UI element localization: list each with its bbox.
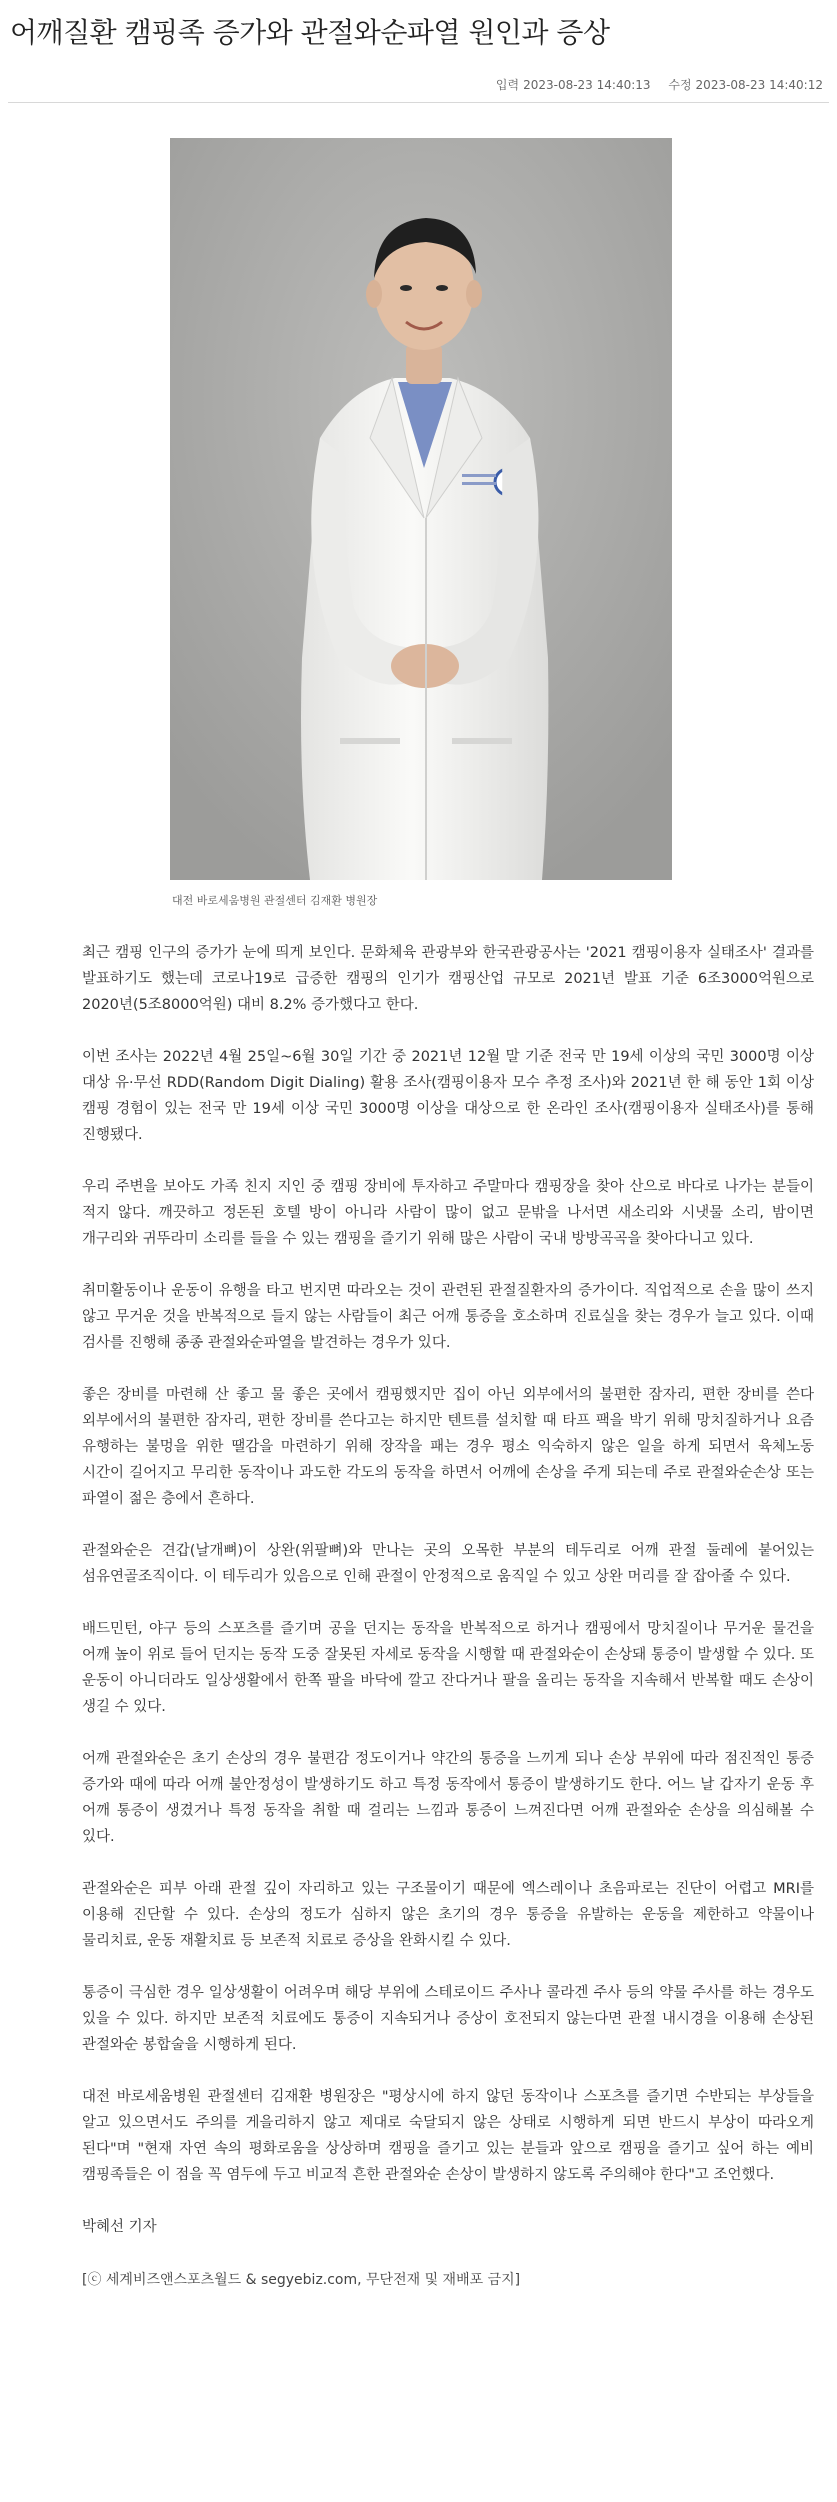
article-paragraph: 관절와순은 피부 아래 관절 깊이 자리하고 있는 구조물이기 때문에 엑스레이나 초음파로는 진단이 어렵고 MRI를 이용해 진단할 수 있다. 손상의 정도가 심하지 않은 초기의 경우 통증을 유발하는 운동을 제한하고 약물이나 물리치료, 운동 재활치료 등 보존적 치료로 증상을 완화시킬 수 있다. <box>82 1881 814 1949</box>
header-divider <box>8 102 829 103</box>
article-paragraph: 좋은 장비를 마련해 산 좋고 물 좋은 곳에서 캠핑했지만 집이 아닌 외부에서의 불편한 잠자리, 편한 장비를 쓴다 외부에서의 불편한 잠자리, 편한 장비를 쓴다고는 하지만 텐트를 설치할 때 타프 팩을 박기 위해 망치질하거나 요즘 유행하는 불멍을 위한 땔감을 마련하기 위해 장작을 패는 경우 평소 익숙하지 않은 일을 하게 되면서 육체노동 시간이 길어지고 무리한 동작이나 과도한 각도의 동작을 하면서 어깨에 손상을 주게 되는데 주로 관절와순손상 또는 파열이 젊은 층에서 흔하다. <box>82 1387 814 1507</box>
article-photo <box>170 138 672 880</box>
article-paragraph: 관절와순은 견갑(날개뼈)이 상완(위팔뼈)와 만나는 곳의 오목한 부분의 테두리로 어깨 관절 둘레에 붙어있는 섬유연골조직이다. 이 테두리가 있음으로 인해 관절이 안정적으로 움직일 수 있고 상완 머리를 잘 잡아줄 수 있다. <box>82 1543 814 1585</box>
article-paragraph: 어깨 관절와순은 초기 손상의 경우 불편감 정도이거나 약간의 통증을 느끼게 되나 손상 부위에 따라 점진적인 통증 증가와 때에 따라 어깨 불안정성이 발생하기도 하고 특정 동작에서 통증이 발생하기도 한다. 어느 날 갑자기 운동 후 어깨 통증이 생겼거나 특정 동작을 취할 때 걸리는 느낌과 통증이 느껴진다면 어깨 관절와순 손상을 의심해볼 수 있다. <box>82 1751 814 1845</box>
article-paragraph: 우리 주변을 보아도 가족 친지 지인 중 캠핑 장비에 투자하고 주말마다 캠핑장을 찾아 산으로 바다로 나가는 분들이 적지 않다. 깨끗하고 정돈된 호텔 방이 아니라 사람이 많이 없고 문밖을 나서면 새소리와 시냇물 소리, 밤이면 개구리와 귀뚜라미 소리를 들을 수 있는 캠핑을 즐기기 위해 많은 사람이 국내 방방곡곡을 찾아다니고 있다. <box>82 1179 814 1247</box>
article-paragraph: 취미활동이나 운동이 유행을 타고 번지면 따라오는 것이 관련된 관절질환자의 증가이다. 직업적으로 손을 많이 쓰지 않고 무거운 것을 반복적으로 들지 않는 사람들이 최근 어깨 통증을 호소하며 진료실을 찾는 경우가 늘고 있다. 이때 검사를 진행해 종종 관절와순파열을 발견하는 경우가 있다. <box>82 1283 814 1351</box>
copyright-notice: [ⓒ 세계비즈앤스포츠월드 & segyebiz.com, 무단전재 및 재배포 금지] <box>82 2272 521 2288</box>
modified-date: 2023-08-23 14:40:12 <box>695 78 823 92</box>
modified-label: 수정 <box>668 78 692 92</box>
published-date: 2023-08-23 14:40:13 <box>523 78 651 92</box>
article-paragraph: 배드민턴, 야구 등의 스포츠를 즐기며 공을 던지는 동작을 반복적으로 하거나 캠핑에서 망치질이나 무거운 물건을 어깨 높이 위로 들어 던지는 동작 도중 잘못된 자세로 동작을 시행할 때 관절와순이 손상돼 통증이 발생할 수 있다. 또 운동이 아니더라도 일상생활에서 한쪽 팔을 바닥에 깔고 잔다거나 팔을 올리는 동작을 지속해서 반복할 때도 손상이 생길 수 있다. <box>82 1621 814 1715</box>
article-paragraph: 대전 바로세움병원 관절센터 김재환 병원장은 "평상시에 하지 않던 동작이나 스포츠를 즐기면 수반되는 부상들을 알고 있으면서도 주의를 게을리하지 않고 제대로 숙달되지 않은 상태로 시행하게 되면 반드시 부상이 따라오게 된다"며 "현재 자연 속의 평화로움을 상상하며 캠핑을 즐기고 있는 분들과 앞으로 캠핑을 즐기고 싶어 하는 예비 캠핑족들은 이 점을 꼭 염두에 두고 비교적 흔한 관절와순 손상이 발생하지 않도록 주의해야 한다"고 조언했다. <box>82 2089 814 2183</box>
article-paragraph: 이번 조사는 2022년 4월 25일~6월 30일 기간 중 2021년 12월 말 기준 전국 만 19세 이상의 국민 3000명 이상 대상 유·무선 RDD(Random Digit Dialing) 활용 조사(캠핑이용자 모수 추정 조사)와 2021년 한 해 동안 1회 이상 캠핑 경험이 있는 전국 만 19세 이상 국민 3000명 이상을 대상으로 한 온라인 조사(캠핑이용자 실태조사)를 통해 진행됐다. <box>82 1049 814 1143</box>
article-body <box>82 940 814 2292</box>
article-paragraph: 최근 캠핑 인구의 증가가 눈에 띄게 보인다. 문화체육 관광부와 한국관광공사는 '2021 캠핑이용자 실태조사' 결과를 발표하기도 했는데 코로나19로 급증한 캠핑의 인기가 캠핑산업 규모로 2021년 발표 기준 6조3000억원으로 2020년(5조8000억원) 대비 8.2% 증가했다고 한다. <box>82 945 814 1013</box>
photo-caption: 대전 바로세움병원 관절센터 김재환 병원장 <box>172 894 378 907</box>
article-paragraph: 통증이 극심한 경우 일상생활이 어려우며 해당 부위에 스테로이드 주사나 콜라겐 주사 등의 약물 주사를 하는 경우도 있을 수 있다. 하지만 보존적 치료에도 통증이 지속되거나 증상이 호전되지 않는다면 관절 내시경을 이용해 손상된 관절와순 봉합술을 시행하게 된다. <box>82 1985 814 2053</box>
published-label: 입력 <box>495 78 520 92</box>
article-headline: 어깨질환 캠핑족 증가와 관절와순파열 원인과 증상 <box>10 16 610 49</box>
doctor-portrait-illustration <box>170 138 672 880</box>
byline: 박혜선 기자 <box>82 2219 157 2235</box>
article-meta <box>482 76 823 93</box>
